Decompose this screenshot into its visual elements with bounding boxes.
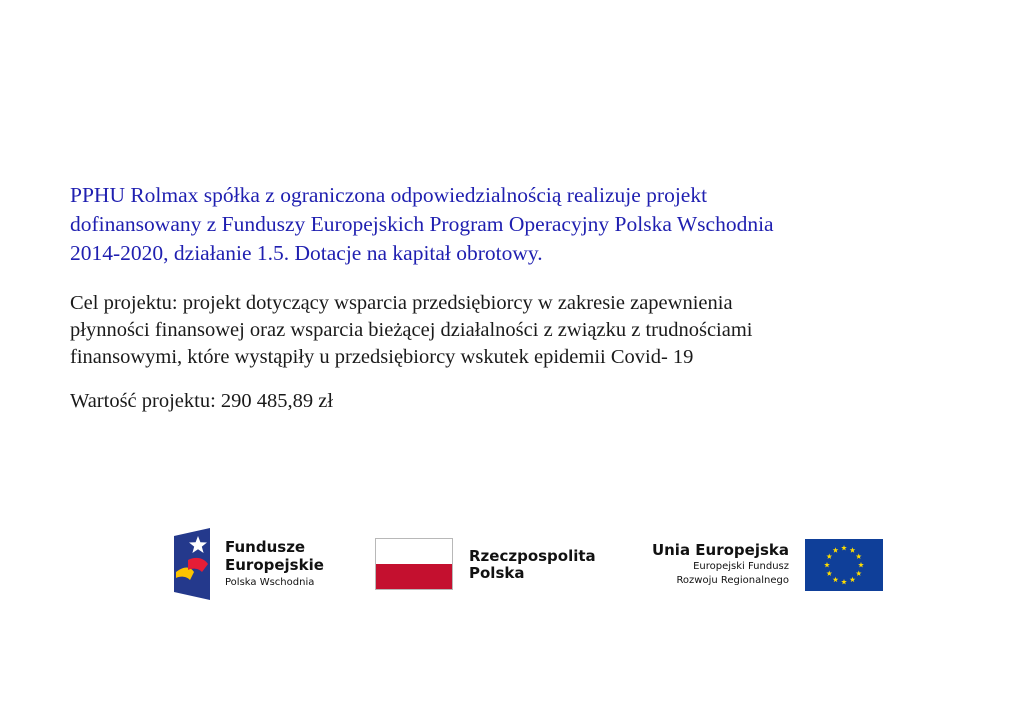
fundusze-europejskie-logo: [174, 528, 344, 600]
project-headline: PPHU Rolmax spółka z ograniczona odpowiedzialnością realizuje projekt dofinansowany z Funduszy Europejskich Program Operacyjny Polska Wschodnia 2014-2020, działanie 1.5. Dotacje na kapitał obrotowy.: [70, 183, 774, 265]
eu-star: [833, 577, 839, 582]
eu-star: [826, 554, 832, 559]
eu-star: [841, 545, 847, 550]
eu-star: [858, 562, 864, 567]
polish-flag-icon: [375, 538, 453, 590]
rzeczpospolita-polska-logo: [375, 538, 615, 594]
eu-star: [833, 547, 839, 552]
eu-stars: [805, 539, 883, 591]
unia-subtitle-line1: Europejski Fundusz: [693, 561, 789, 572]
unia-text: [652, 540, 789, 588]
fundusze-subtitle: Polska Wschodnia: [225, 577, 315, 588]
unia-europejska-logo: [640, 538, 885, 594]
eu-star: [856, 554, 862, 559]
rzeczpospolita-title: Rzeczpospolita Polska: [469, 547, 596, 582]
eu-star: [850, 577, 856, 582]
fundusze-title: Fundusze Europejskie: [225, 538, 324, 574]
eu-star: [856, 571, 862, 576]
fundusze-europejskie-icon: [174, 528, 212, 600]
unia-title: Unia Europejska: [651, 541, 789, 559]
project-value: Wartość projektu: 290 485,89 zł: [70, 390, 334, 412]
project-text-block: [70, 181, 970, 415]
eu-star: [824, 562, 830, 567]
unia-subtitle-line2: Rozwoju Regionalnego: [676, 575, 789, 586]
eu-star: [841, 579, 847, 584]
eu-star: [850, 547, 856, 552]
eu-star: [826, 571, 832, 576]
eu-flag-icon: [805, 539, 883, 591]
project-goal: Cel projektu: projekt dotyczący wsparcia przedsiębiorcy w zakresie zapewnienia płynności finansowej oraz wsparcia bieżącej działalności z związku z trudnościami finansowymi, które wystąpiły u przedsiębiorcy wskutek epidemii Covid- 19: [70, 292, 753, 368]
